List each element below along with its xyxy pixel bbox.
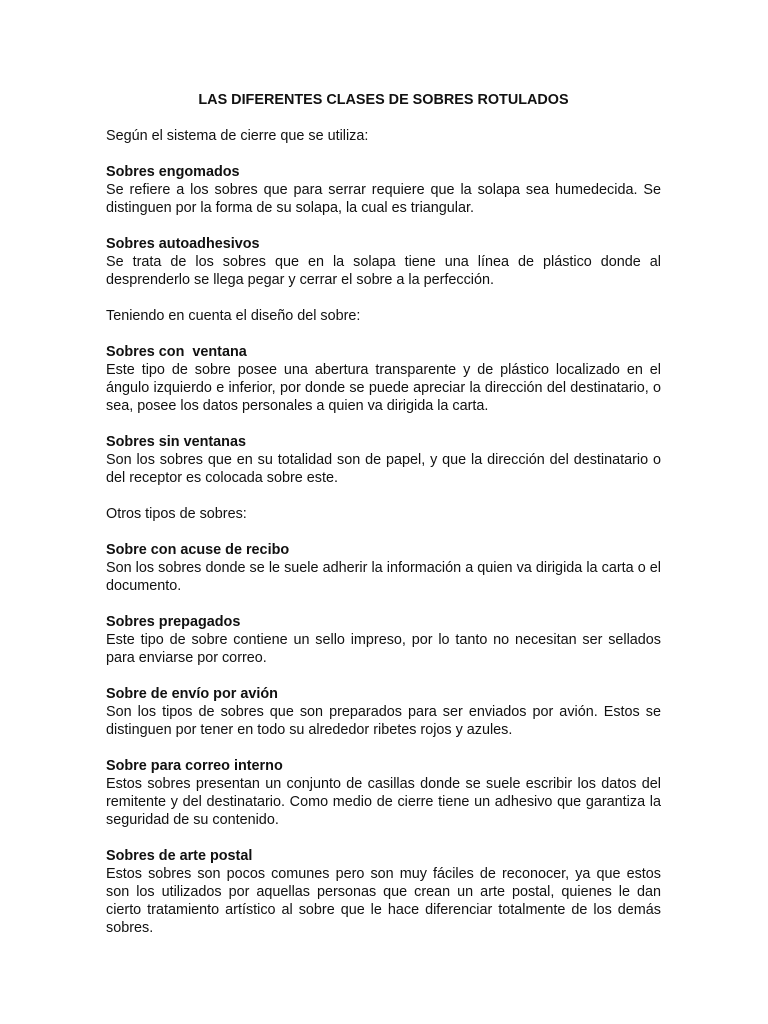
section-sobres-arte-postal: [106, 847, 661, 937]
section-heading: Sobre de envío por avión: [106, 686, 278, 702]
section-heading: Sobres con ventana: [106, 344, 247, 360]
section-heading: Sobre para correo interno: [106, 758, 283, 774]
group-closure-system: [106, 127, 661, 289]
section-sobres-con-ventana: [106, 343, 661, 415]
section-sobres-prepagados: [106, 613, 661, 667]
section-body: Estos sobres son pocos comunes pero son muy fáciles de reconocer, ya que estos son los utilizados por aquellas personas que crean un arte postal, quienes le dan cierto tratamiento artístico al sobre que le hace diferenciar totalmente de los demás sobres.: [106, 866, 661, 936]
section-body: Se trata de los sobres que en la solapa tiene una línea de plástico donde al desprenderlo se llega pegar y cerrar el sobre a la perfección.: [106, 254, 661, 288]
section-body: Este tipo de sobre posee una abertura transparente y de plástico localizado en el ángulo izquierdo e inferior, por donde se puede apreciar la dirección del destinatario, o sea, posee los datos personales a quien va dirigida la carta.: [106, 362, 661, 414]
section-body: Estos sobres presentan un conjunto de casillas donde se suele escribir los datos del remitente y del destinatario. Como medio de cierre tiene un adhesivo que garantiza la seguridad de su contenido.: [106, 776, 661, 828]
document-page: [106, 91, 661, 955]
section-heading: Sobres prepagados: [106, 614, 241, 630]
section-sobres-engomados: [106, 163, 661, 217]
section-heading: Sobres engomados: [106, 164, 240, 180]
section-body: Este tipo de sobre contiene un sello impreso, por lo tanto no necesitan ser sellados para enviarse por correo.: [106, 632, 661, 666]
group-intro: Según el sistema de cierre que se utiliza:: [106, 128, 369, 144]
section-sobre-acuse-recibo: [106, 541, 661, 595]
section-sobre-correo-interno: [106, 757, 661, 829]
section-heading: Sobres de arte postal: [106, 848, 253, 864]
section-sobre-envio-avion: [106, 685, 661, 739]
section-heading: Sobres sin ventanas: [106, 434, 246, 450]
section-heading: Sobres autoadhesivos: [106, 236, 260, 252]
section-sobres-sin-ventanas: [106, 433, 661, 487]
document-title: LAS DIFERENTES CLASES DE SOBRES ROTULADOS: [198, 92, 569, 108]
group-intro: Teniendo en cuenta el diseño del sobre:: [106, 308, 361, 324]
group-envelope-design: [106, 307, 661, 487]
section-body: Se refiere a los sobres que para serrar requiere que la solapa sea humedecida. Se distinguen por la forma de su solapa, la cual es triangular.: [106, 182, 661, 216]
group-other-types: [106, 505, 661, 937]
section-body: Son los sobres donde se le suele adherir la información a quien va dirigida la carta o el documento.: [106, 560, 661, 594]
section-body: Son los tipos de sobres que son preparados para ser enviados por avión. Estos se distinguen por tener en todo su alrededor ribetes rojos y azules.: [106, 704, 661, 738]
section-body: Son los sobres que en su totalidad son de papel, y que la dirección del destinatario o del receptor es colocada sobre este.: [106, 452, 661, 486]
section-sobres-autoadhesivos: [106, 235, 661, 289]
group-intro: Otros tipos de sobres:: [106, 506, 247, 522]
section-heading: Sobre con acuse de recibo: [106, 542, 290, 558]
